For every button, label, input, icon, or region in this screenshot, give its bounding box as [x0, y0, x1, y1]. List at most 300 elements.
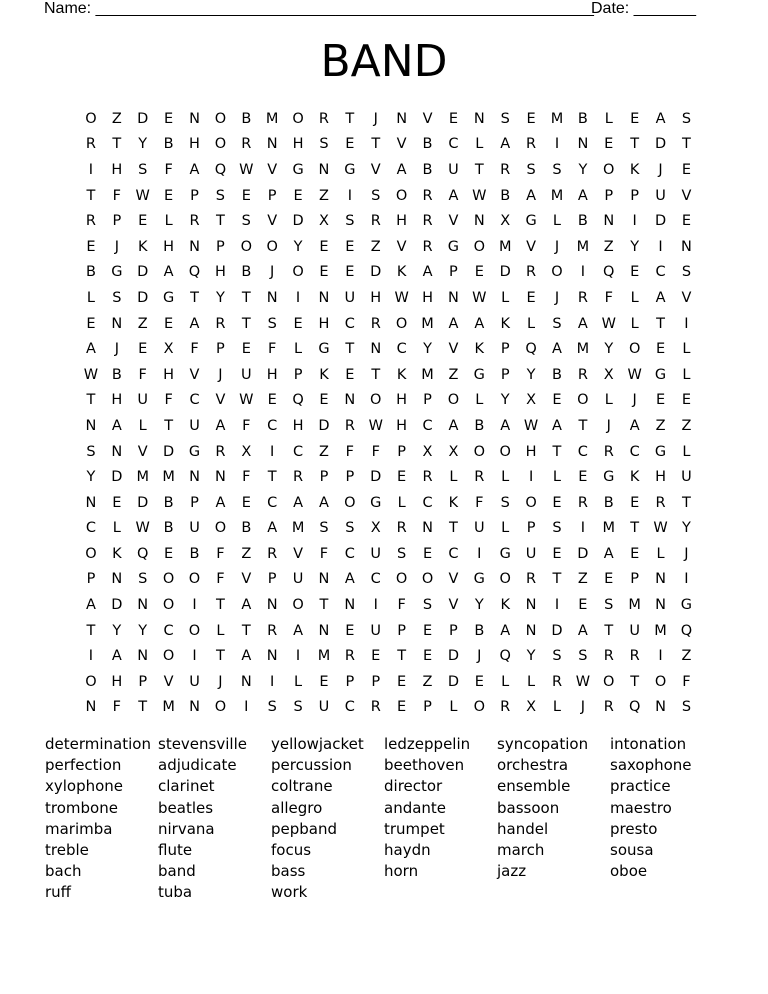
grid-letter[interactable]: A	[344, 571, 355, 588]
grid-letter[interactable]: R	[577, 289, 588, 306]
grid-letter[interactable]: E	[604, 571, 614, 588]
grid-letter[interactable]: P	[630, 187, 640, 204]
grid-letter[interactable]: A	[241, 597, 252, 614]
grid-letter[interactable]: R	[526, 571, 537, 588]
grid-letter[interactable]: Z	[681, 417, 692, 434]
grid-letter[interactable]: P	[267, 571, 277, 588]
grid-letter[interactable]: M	[421, 315, 434, 332]
grid-letter[interactable]: B	[474, 417, 485, 434]
grid-letter[interactable]: N	[318, 622, 330, 639]
grid-letter[interactable]: W	[239, 392, 254, 409]
grid-letter[interactable]: D	[577, 545, 589, 562]
grid-letter[interactable]: S	[578, 648, 588, 665]
grid-letter[interactable]: A	[189, 161, 200, 178]
grid-letter[interactable]: K	[629, 161, 640, 178]
grid-letter[interactable]: O	[214, 136, 227, 153]
grid-letter[interactable]: G	[370, 494, 382, 511]
grid-letter[interactable]: J	[554, 238, 560, 255]
grid-letter[interactable]: F	[242, 469, 251, 486]
grid-letter[interactable]: E	[655, 392, 666, 409]
grid-letter[interactable]: J	[218, 673, 223, 690]
grid-letter[interactable]: U	[681, 469, 692, 486]
grid-letter[interactable]: P	[604, 187, 614, 204]
grid-letter[interactable]: N	[189, 469, 200, 486]
grid-letter[interactable]: L	[501, 520, 510, 537]
grid-letter[interactable]: T	[86, 187, 96, 204]
grid-letter[interactable]: P	[190, 187, 199, 204]
grid-letter[interactable]: Z	[681, 648, 692, 665]
grid-letter[interactable]: E	[397, 673, 407, 690]
grid-letter[interactable]: G	[162, 289, 175, 306]
grid-letter[interactable]: O	[654, 673, 667, 690]
grid-letter[interactable]: A	[448, 315, 459, 332]
grid-letter[interactable]: N	[422, 520, 433, 537]
grid-letter[interactable]: N	[655, 597, 666, 614]
grid-letter[interactable]: R	[603, 699, 614, 716]
grid-letter[interactable]: Z	[448, 366, 459, 383]
grid-letter[interactable]: A	[552, 417, 562, 434]
grid-letter[interactable]: R	[551, 673, 563, 690]
grid-letter[interactable]: J	[658, 161, 663, 178]
grid-letter[interactable]: L	[552, 469, 562, 486]
grid-letter[interactable]: Z	[655, 417, 666, 434]
grid-letter[interactable]: T	[682, 494, 691, 511]
grid-letter[interactable]: A	[293, 494, 304, 511]
grid-letter[interactable]: S	[345, 213, 355, 230]
grid-letter[interactable]: M	[602, 520, 616, 537]
grid-letter[interactable]: Y	[215, 289, 225, 306]
grid-letter[interactable]: L	[475, 136, 484, 153]
grid-letter[interactable]: N	[111, 443, 123, 460]
grid-letter[interactable]: M	[576, 238, 590, 255]
grid-letter[interactable]: I	[295, 289, 301, 306]
grid-letter[interactable]: U	[318, 699, 330, 716]
grid-letter[interactable]: T	[371, 136, 381, 153]
grid-letter[interactable]: T	[604, 622, 614, 639]
grid-letter[interactable]: P	[630, 571, 640, 588]
grid-letter[interactable]: A	[629, 417, 640, 434]
grid-letter[interactable]: R	[215, 315, 226, 332]
grid-letter[interactable]: I	[270, 673, 275, 690]
grid-letter[interactable]: S	[681, 264, 692, 281]
grid-letter[interactable]: U	[473, 520, 485, 537]
grid-letter[interactable]: O	[266, 238, 278, 255]
grid-letter[interactable]: Q	[292, 392, 304, 409]
grid-letter[interactable]: Z	[111, 110, 122, 127]
grid-letter[interactable]: F	[216, 545, 225, 562]
grid-letter[interactable]: E	[630, 264, 640, 281]
grid-letter[interactable]: S	[86, 443, 96, 460]
grid-letter[interactable]: E	[526, 110, 536, 127]
grid-letter[interactable]: B	[111, 366, 122, 383]
grid-letter[interactable]: A	[163, 264, 174, 281]
grid-letter[interactable]: S	[112, 289, 122, 306]
grid-letter[interactable]: X	[422, 443, 433, 460]
grid-letter[interactable]: P	[86, 571, 96, 588]
grid-letter[interactable]: A	[189, 315, 200, 332]
grid-letter[interactable]: O	[473, 699, 486, 716]
grid-letter[interactable]: J	[477, 648, 482, 665]
grid-letter[interactable]: O	[370, 392, 382, 409]
grid-letter[interactable]: O	[214, 520, 227, 537]
grid-letter[interactable]: M	[628, 597, 641, 614]
grid-letter[interactable]: U	[525, 545, 537, 562]
grid-letter[interactable]: E	[655, 341, 666, 358]
grid-letter[interactable]: E	[681, 392, 692, 409]
grid-letter[interactable]: R	[267, 545, 278, 562]
grid-letter[interactable]: B	[163, 494, 174, 511]
grid-letter[interactable]: W	[653, 520, 668, 537]
grid-letter[interactable]: E	[422, 622, 433, 639]
grid-letter[interactable]: E	[319, 673, 329, 690]
grid-letter[interactable]: T	[267, 469, 277, 486]
grid-letter[interactable]: G	[188, 443, 201, 460]
grid-letter[interactable]: F	[371, 443, 380, 460]
grid-letter[interactable]: E	[474, 673, 484, 690]
grid-letter[interactable]: O	[85, 545, 97, 562]
grid-letter[interactable]: Q	[525, 341, 537, 358]
grid-letter[interactable]: R	[241, 136, 252, 153]
grid-letter[interactable]: T	[241, 622, 251, 639]
grid-letter[interactable]: E	[345, 366, 355, 383]
grid-letter[interactable]: L	[294, 673, 303, 690]
grid-letter[interactable]: F	[216, 571, 225, 588]
grid-letter[interactable]: X	[526, 392, 537, 409]
grid-letter[interactable]: E	[267, 392, 277, 409]
grid-letter[interactable]: L	[552, 213, 562, 230]
grid-letter[interactable]: E	[138, 213, 148, 230]
grid-letter[interactable]: M	[162, 469, 175, 486]
grid-letter[interactable]: Z	[577, 571, 588, 588]
grid-letter[interactable]: E	[345, 238, 355, 255]
grid-letter[interactable]: U	[240, 366, 252, 383]
grid-letter[interactable]: S	[138, 571, 148, 588]
grid-letter[interactable]: N	[318, 161, 330, 178]
grid-letter[interactable]: E	[397, 699, 407, 716]
grid-letter[interactable]: A	[111, 417, 122, 434]
grid-letter[interactable]: I	[554, 597, 560, 614]
grid-letter[interactable]: W	[627, 366, 642, 383]
grid-letter[interactable]: E	[630, 110, 640, 127]
grid-letter[interactable]: S	[681, 699, 692, 716]
grid-letter[interactable]: H	[111, 673, 123, 690]
grid-letter[interactable]: S	[138, 161, 148, 178]
grid-letter[interactable]: C	[577, 443, 588, 460]
grid-letter[interactable]: E	[319, 392, 329, 409]
grid-letter[interactable]: I	[192, 648, 197, 665]
grid-letter[interactable]: O	[85, 110, 97, 127]
grid-letter[interactable]: A	[577, 187, 588, 204]
grid-letter[interactable]: E	[578, 597, 588, 614]
grid-letter[interactable]: T	[448, 520, 458, 537]
grid-letter[interactable]: B	[163, 136, 174, 153]
grid-letter[interactable]: A	[448, 417, 459, 434]
grid-letter[interactable]: Z	[318, 443, 329, 460]
grid-letter[interactable]: L	[294, 341, 303, 358]
grid-letter[interactable]: T	[630, 520, 640, 537]
grid-letter[interactable]: R	[267, 622, 278, 639]
grid-letter[interactable]: H	[318, 315, 330, 332]
grid-letter[interactable]: J	[632, 392, 637, 409]
grid-letter[interactable]: P	[526, 520, 536, 537]
grid-letter[interactable]: N	[85, 494, 97, 511]
grid-letter[interactable]: B	[577, 110, 588, 127]
grid-letter[interactable]: V	[370, 161, 381, 178]
grid-letter[interactable]: R	[370, 699, 381, 716]
grid-letter[interactable]: Y	[112, 622, 122, 639]
grid-letter[interactable]: B	[241, 264, 252, 281]
grid-letter[interactable]: O	[447, 392, 460, 409]
grid-letter[interactable]: O	[421, 571, 434, 588]
grid-letter[interactable]: Y	[423, 341, 432, 358]
grid-letter[interactable]: T	[241, 315, 251, 332]
grid-letter[interactable]: F	[242, 417, 251, 434]
grid-letter[interactable]: K	[500, 315, 510, 332]
grid-letter[interactable]: E	[164, 110, 174, 127]
grid-letter[interactable]: S	[267, 699, 277, 716]
grid-letter[interactable]: P	[190, 494, 199, 511]
grid-letter[interactable]: M	[265, 110, 279, 127]
grid-letter[interactable]: V	[241, 571, 252, 588]
grid-letter[interactable]: D	[551, 622, 563, 639]
grid-letter[interactable]: Y	[138, 622, 148, 639]
grid-letter[interactable]: R	[189, 213, 200, 230]
grid-letter[interactable]: I	[684, 571, 689, 588]
grid-letter[interactable]: R	[422, 469, 433, 486]
grid-letter[interactable]: E	[630, 494, 640, 511]
grid-letter[interactable]: Y	[86, 469, 96, 486]
grid-letter[interactable]: O	[603, 673, 615, 690]
grid-letter[interactable]: B	[241, 520, 252, 537]
grid-letter[interactable]: G	[344, 161, 356, 178]
grid-letter[interactable]: G	[318, 341, 330, 358]
grid-letter[interactable]: E	[293, 187, 303, 204]
grid-letter[interactable]: O	[577, 392, 589, 409]
grid-letter[interactable]: P	[216, 341, 225, 358]
grid-letter[interactable]: P	[423, 699, 432, 716]
grid-letter[interactable]: D	[137, 110, 149, 127]
grid-letter[interactable]: P	[345, 673, 355, 690]
grid-letter[interactable]: H	[422, 289, 433, 306]
grid-letter[interactable]: J	[373, 110, 378, 127]
grid-letter[interactable]: N	[525, 597, 537, 614]
grid-letter[interactable]: R	[344, 417, 355, 434]
grid-letter[interactable]: P	[397, 622, 406, 639]
grid-letter[interactable]: X	[163, 341, 174, 358]
grid-letter[interactable]: L	[501, 673, 510, 690]
grid-letter[interactable]: C	[422, 494, 433, 511]
grid-letter[interactable]: Q	[137, 545, 149, 562]
grid-letter[interactable]: Q	[214, 161, 227, 178]
grid-letter[interactable]: I	[477, 545, 482, 562]
grid-letter[interactable]: A	[396, 161, 407, 178]
grid-letter[interactable]: M	[162, 699, 175, 716]
grid-letter[interactable]: V	[267, 161, 278, 178]
grid-letter[interactable]: S	[552, 161, 562, 178]
grid-letter[interactable]: C	[655, 264, 666, 281]
grid-letter[interactable]: E	[345, 136, 355, 153]
grid-letter[interactable]: S	[267, 315, 277, 332]
grid-letter[interactable]: D	[447, 648, 459, 665]
grid-letter[interactable]: C	[267, 417, 278, 434]
grid-letter[interactable]: C	[448, 545, 459, 562]
grid-letter[interactable]: I	[270, 443, 275, 460]
grid-letter[interactable]: L	[86, 289, 95, 306]
grid-letter[interactable]: R	[396, 520, 407, 537]
grid-letter[interactable]: C	[629, 443, 640, 460]
grid-letter[interactable]: A	[655, 110, 666, 127]
grid-letter[interactable]: I	[684, 315, 689, 332]
grid-letter[interactable]: N	[655, 699, 666, 716]
grid-letter[interactable]: N	[447, 289, 459, 306]
grid-letter[interactable]: P	[449, 264, 458, 281]
grid-letter[interactable]: E	[552, 392, 562, 409]
grid-letter[interactable]: N	[603, 213, 615, 230]
grid-letter[interactable]: S	[552, 648, 562, 665]
grid-letter[interactable]: W	[135, 187, 150, 204]
grid-letter[interactable]: L	[501, 289, 510, 306]
grid-letter[interactable]: D	[318, 417, 330, 434]
grid-letter[interactable]: D	[370, 264, 382, 281]
grid-letter[interactable]: K	[137, 238, 148, 255]
grid-letter[interactable]: T	[630, 136, 640, 153]
grid-letter[interactable]: B	[85, 264, 96, 281]
grid-letter[interactable]: K	[474, 341, 485, 358]
grid-letter[interactable]: A	[241, 648, 252, 665]
grid-letter[interactable]: L	[449, 699, 458, 716]
grid-letter[interactable]: B	[422, 136, 433, 153]
grid-letter[interactable]: S	[319, 520, 329, 537]
grid-letter[interactable]: N	[214, 469, 226, 486]
grid-letter[interactable]: H	[396, 392, 408, 409]
grid-letter[interactable]: P	[138, 673, 148, 690]
grid-letter[interactable]: S	[293, 699, 303, 716]
grid-letter[interactable]: A	[552, 341, 562, 358]
grid-letter[interactable]: S	[397, 545, 407, 562]
grid-letter[interactable]: L	[527, 673, 536, 690]
grid-letter[interactable]: M	[136, 469, 149, 486]
grid-letter[interactable]: V	[396, 238, 407, 255]
grid-letter[interactable]: W	[394, 289, 409, 306]
grid-letter[interactable]: N	[655, 571, 666, 588]
grid-letter[interactable]: V	[163, 673, 174, 690]
grid-letter[interactable]: O	[292, 264, 304, 281]
grid-letter[interactable]: E	[345, 264, 355, 281]
grid-letter[interactable]: A	[577, 315, 588, 332]
grid-letter[interactable]: R	[603, 648, 614, 665]
grid-letter[interactable]: T	[215, 213, 225, 230]
grid-letter[interactable]: J	[580, 699, 585, 716]
grid-letter[interactable]: H	[266, 366, 278, 383]
grid-letter[interactable]: V	[681, 289, 692, 306]
grid-letter[interactable]: P	[345, 469, 355, 486]
grid-letter[interactable]: T	[86, 392, 96, 409]
grid-letter[interactable]: H	[370, 289, 382, 306]
grid-letter[interactable]: G	[499, 545, 511, 562]
grid-letter[interactable]: T	[682, 136, 691, 153]
grid-letter[interactable]: D	[111, 469, 123, 486]
grid-letter[interactable]: N	[577, 136, 589, 153]
grid-letter[interactable]: O	[395, 571, 408, 588]
grid-letter[interactable]: P	[293, 366, 303, 383]
grid-letter[interactable]: Y	[138, 136, 148, 153]
grid-letter[interactable]: O	[499, 443, 511, 460]
grid-letter[interactable]: I	[658, 648, 663, 665]
grid-letter[interactable]: D	[292, 213, 304, 230]
grid-letter[interactable]: O	[162, 571, 175, 588]
grid-letter[interactable]: T	[345, 110, 355, 127]
grid-letter[interactable]: A	[603, 545, 614, 562]
grid-letter[interactable]: G	[525, 213, 537, 230]
grid-letter[interactable]: S	[241, 213, 251, 230]
grid-letter[interactable]: J	[554, 289, 560, 306]
grid-letter[interactable]: I	[347, 187, 352, 204]
grid-letter[interactable]: E	[138, 341, 148, 358]
grid-letter[interactable]: E	[681, 213, 692, 230]
grid-letter[interactable]: U	[189, 417, 200, 434]
grid-letter[interactable]: C	[293, 443, 304, 460]
grid-letter[interactable]: G	[292, 161, 304, 178]
grid-letter[interactable]: T	[215, 597, 225, 614]
grid-letter[interactable]: W	[472, 289, 487, 306]
grid-letter[interactable]: M	[550, 110, 564, 127]
grid-letter[interactable]: E	[604, 136, 614, 153]
grid-letter[interactable]: F	[475, 494, 484, 511]
grid-letter[interactable]: O	[214, 699, 227, 716]
grid-letter[interactable]: E	[164, 187, 174, 204]
grid-letter[interactable]: R	[85, 136, 96, 153]
grid-letter[interactable]: X	[500, 213, 511, 230]
grid-letter[interactable]: P	[423, 392, 432, 409]
grid-letter[interactable]: V	[293, 545, 304, 562]
grid-letter[interactable]: N	[266, 597, 278, 614]
grid-letter[interactable]: Q	[680, 622, 693, 639]
grid-letter[interactable]: M	[654, 622, 667, 639]
grid-letter[interactable]: V	[448, 597, 459, 614]
grid-letter[interactable]: I	[88, 648, 94, 665]
grid-letter[interactable]: H	[111, 161, 123, 178]
grid-letter[interactable]: O	[85, 673, 97, 690]
grid-letter[interactable]: E	[164, 315, 174, 332]
grid-letter[interactable]: O	[292, 110, 304, 127]
grid-letter[interactable]: L	[527, 315, 536, 332]
grid-letter[interactable]: B	[189, 545, 200, 562]
grid-letter[interactable]: C	[163, 622, 174, 639]
grid-letter[interactable]: G	[111, 264, 123, 281]
grid-letter[interactable]: L	[112, 520, 121, 537]
grid-letter[interactable]: O	[525, 494, 537, 511]
grid-letter[interactable]: V	[189, 366, 200, 383]
grid-letter[interactable]: O	[551, 264, 563, 281]
grid-letter[interactable]: R	[603, 443, 614, 460]
grid-letter[interactable]: N	[111, 315, 123, 332]
grid-letter[interactable]: K	[319, 366, 329, 383]
grid-letter[interactable]: T	[215, 648, 225, 665]
grid-letter[interactable]: E	[293, 315, 303, 332]
grid-letter[interactable]: L	[397, 494, 406, 511]
grid-letter[interactable]: V	[448, 341, 459, 358]
grid-letter[interactable]: T	[241, 289, 251, 306]
grid-letter[interactable]: C	[344, 699, 355, 716]
grid-letter[interactable]: H	[525, 443, 537, 460]
grid-letter[interactable]: T	[190, 289, 199, 306]
grid-letter[interactable]: P	[449, 622, 458, 639]
grid-letter[interactable]: N	[473, 213, 485, 230]
grid-letter[interactable]: W	[239, 161, 254, 178]
grid-letter[interactable]: A	[85, 341, 96, 358]
grid-letter[interactable]: L	[630, 289, 639, 306]
grid-letter[interactable]: A	[577, 622, 588, 639]
